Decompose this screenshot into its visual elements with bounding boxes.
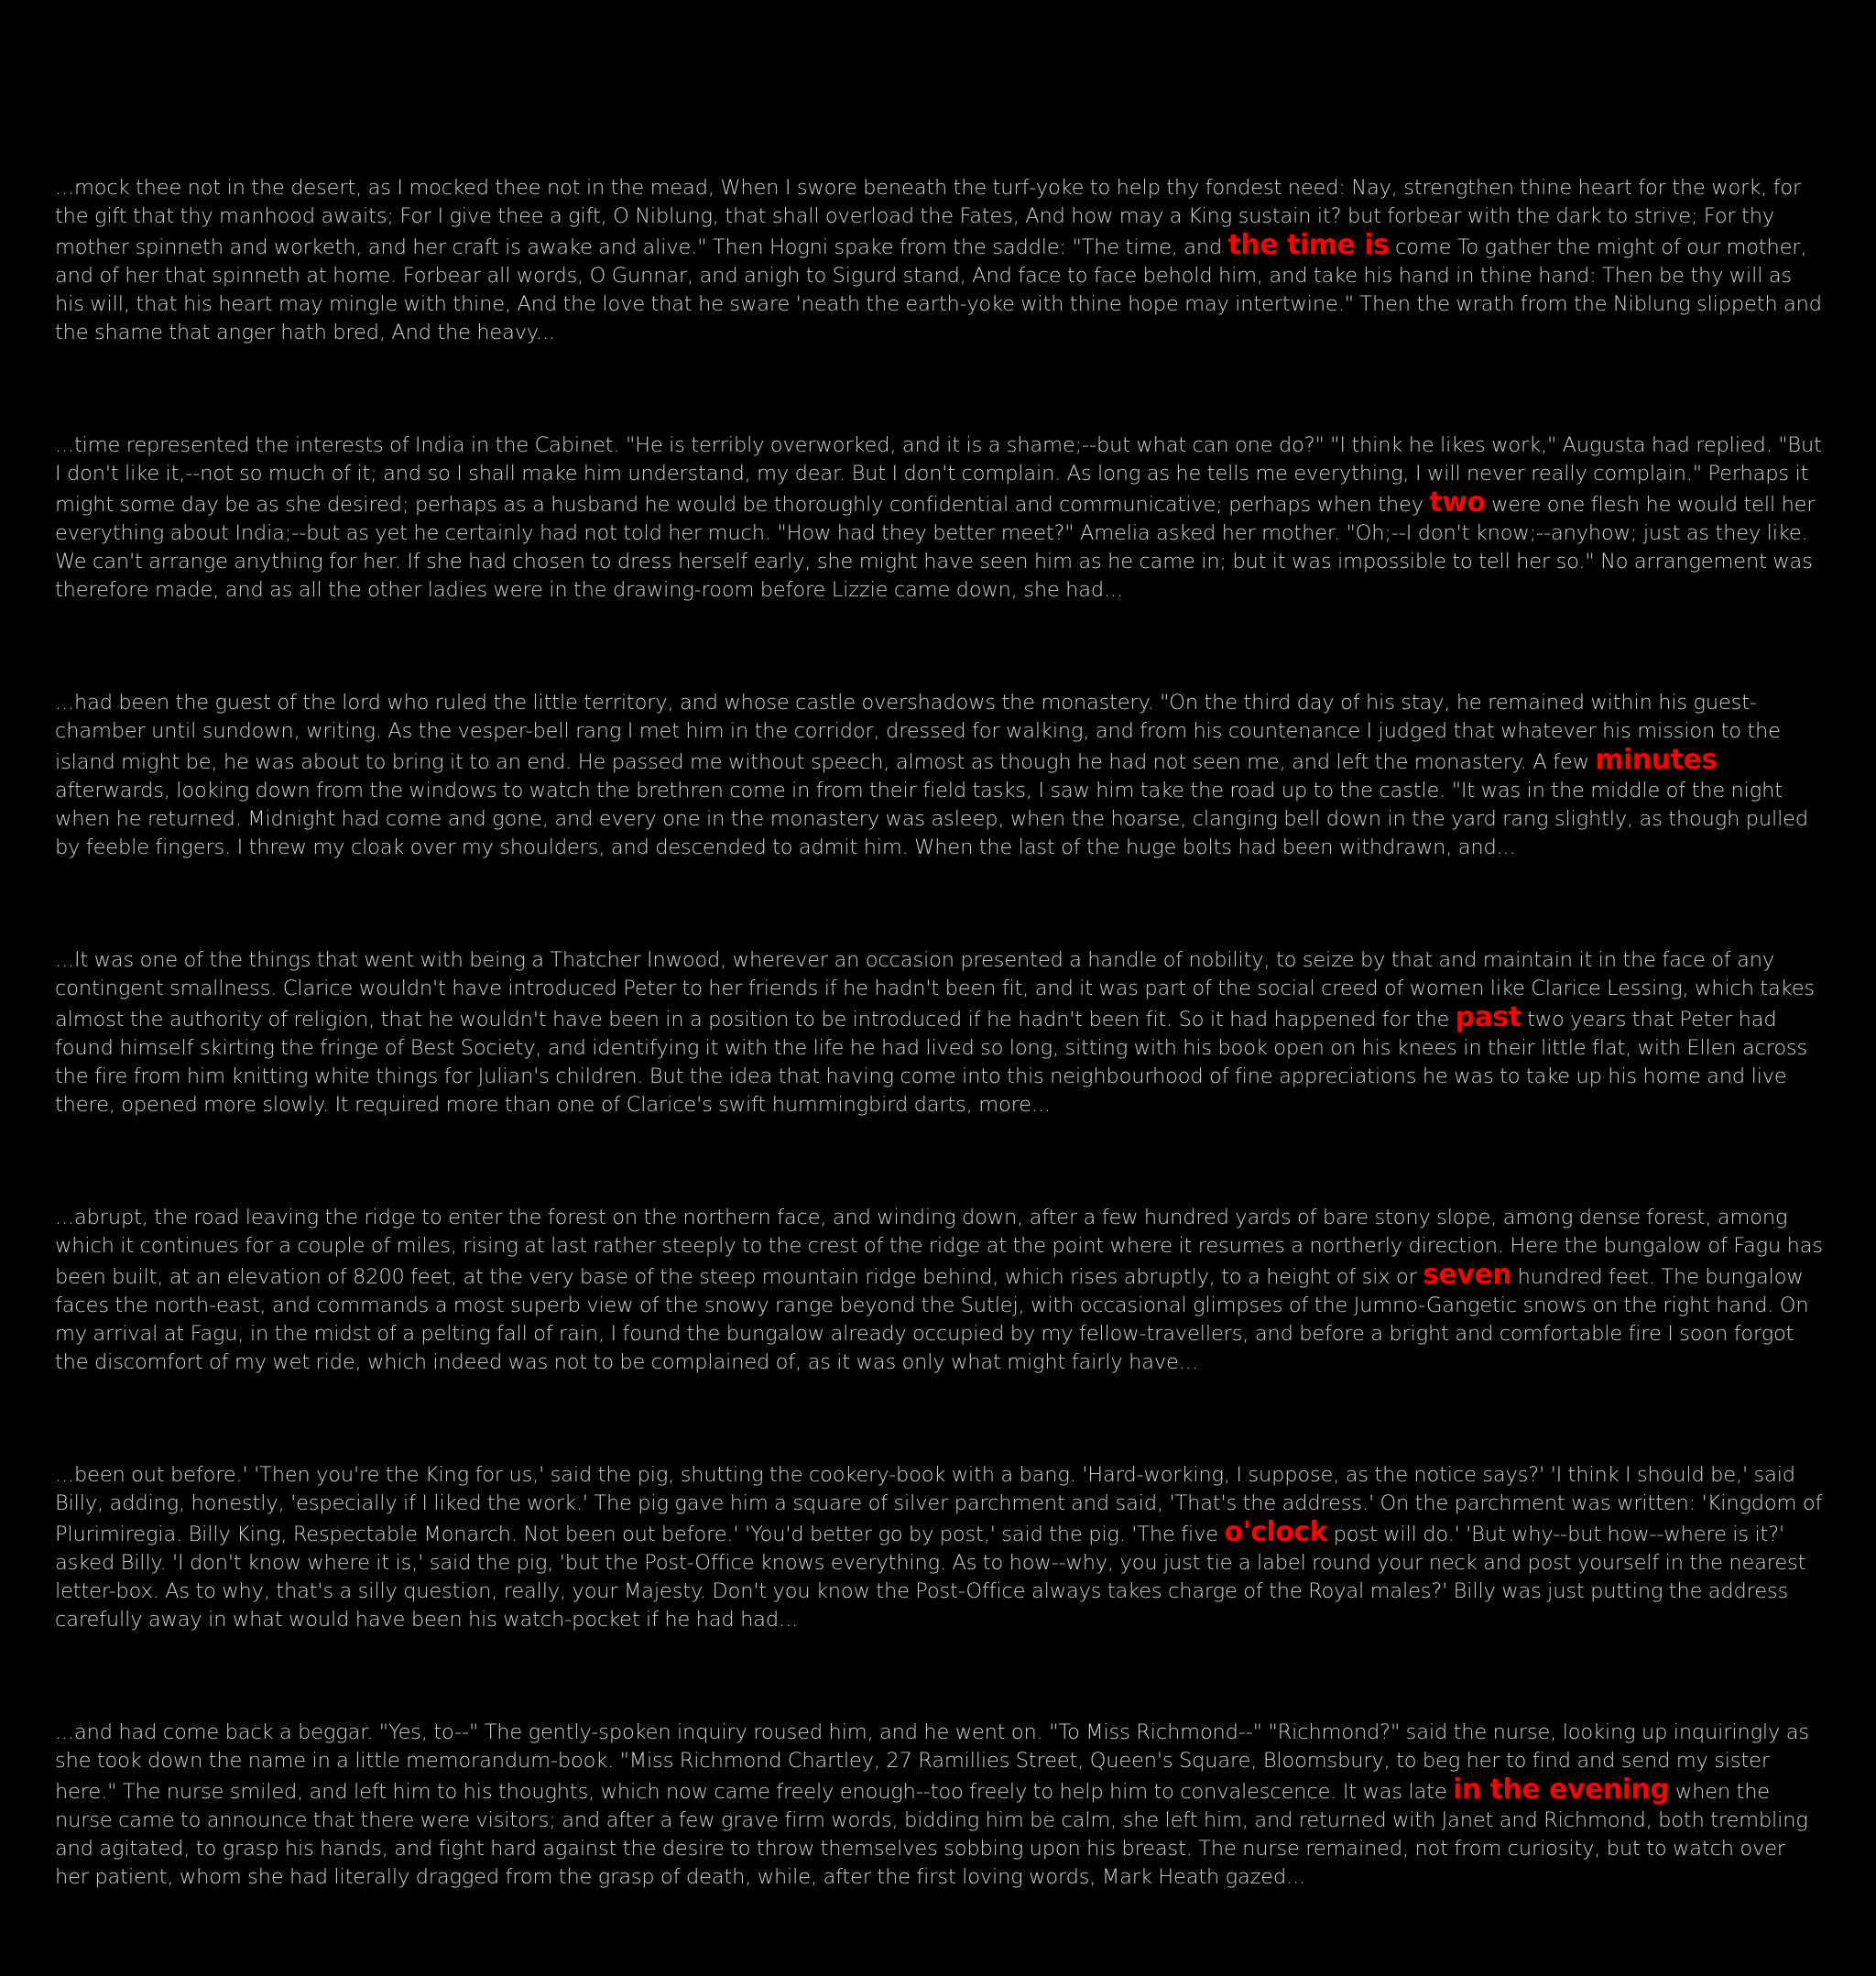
passage-4: [55, 946, 1823, 1119]
highlighted-phrase: o'clock: [1224, 1516, 1328, 1548]
passage-5: [55, 1204, 1823, 1377]
passage-text-after: hundred feet. The bungalow faces the north-east, and commands a most superb view of the snowy range beyond the Sutlej, with occasional glimpses of the Jumno-Gangetic snows on the right hand. On my arrival at Fagu, in the midst of a pelting fall of rain, I found the bungalow already occupied by my fellow-travellers, and before a bright and comfortable fire I soon forgot the discomfort of my wet ride, which indeed was not to be complained of, as it was only what might fairly have...: [55, 1265, 1809, 1374]
passage-1: [55, 174, 1823, 347]
highlighted-phrase: two: [1429, 486, 1486, 519]
passage-text-after: afterwards, looking down from the windows to watch the brethren come in from their field tasks, I saw him take the road up to the castle. "It was in the middle of the night when he returned. Midnight had come and gone, and every one in the monastery was asleep, when the hoarse, clanging bell down in the yard rang slightly, as though pulled by feeble fingers. I threw my cloak over my shoulders, and descended to admit him. When the last of the huge bolts had been withdrawn, and...: [55, 779, 1809, 859]
passage-6: [55, 1461, 1823, 1634]
passage-text-before: ...had been the guest of the lord who ruled the little territory, and whose castle overshadows the monastery. "On the third day of his stay, he remained within his guest-chamber until sundown, writing. As the vesper-bell rang I met him in the corridor, dressed for walking, and from his countenance I judged that whatever his mission to the island might be, he was about to bring it to an end. He passed me without speech, almost as though he had not seen me, and left the monastery. A few: [55, 691, 1781, 774]
passage-text-before: ...abrupt, the road leaving the ridge to enter the forest on the northern face, and winding down, after a few hundred yards of bare stony slope, among dense forest, among which it continues for a couple of miles, rising at last rather steeply to the crest of the ridge at the point where it resumes a northerly direction. Here the bungalow of Fagu has been built, at an elevation of 8200 feet, at the very base of the steep mountain ridge behind, which rises abruptly, to a height of six or: [55, 1206, 1823, 1289]
passage-text-before: ...It was one of the things that went with being a Thatcher Inwood, wherever an occasion presented a handle of nobility, to seize by that and maintain it in the face of any contingent smallness. Clarice wouldn't have introduced Peter to her friends if he hadn't been fit, and it was part of the social creed of women like Clarice Lessing, which takes almost the authority of religion, that he wouldn't have been in a position to be introduced if he hadn't been fit. So it had happened for the: [55, 948, 1815, 1032]
passage-list: [55, 174, 1823, 1976]
passage-text-after: two years that Peter had found himself skirting the fringe of Best Society, and identifying it with the life he had lived so long, sitting with his book open on his knees in their little flat, with Ellen across the fire from him knitting white things for Julian's children. But the idea that having come into this neighbourhood of fine appreciations he was to take up his home and live there, opened more slowly. It required more than one of Clarice's swift hummingbird darts, more...: [55, 1008, 1808, 1117]
highlighted-phrase: past: [1455, 1001, 1522, 1033]
passage-2: [55, 431, 1823, 605]
passage-text-after: were one flesh he would tell her everything about India;--but as yet he certainly had not told her much. "How had they better meet?" Amelia asked her mother. "Oh;--I don't know;--anyhow; just as they like. We can't arrange anything for her. If she had chosen to dress herself early, she might have seen him as he came in; but it was impossible to tell her so." No arrangement was therefore made, and as all the other ladies were in the drawing-room before Lizzie came down, she had...: [55, 493, 1816, 602]
passage-text-after: when the nurse came to announce that there were visitors; and after a few grave firm words, bidding him be calm, she left him, and returned with Janet and Richmond, both trembling and agitated, to grasp his hands, and fight hard against the desire to throw themselves sobbing upon his breast. The nurse remained, not from curiosity, but to watch over her patient, whom she had literally dragged from the grasp of death, while, after the first loving words, Mark Heath gazed...: [55, 1780, 1808, 1889]
passage-text-after: post will do.' 'But why--but how--where is it?' asked Billy. 'I don't know where it is,' said the pig, 'but the Post-Office knows everything. As to how--why, you just tie a label round your neck and post yourself in the nearest letter-box. As to why, that's a silly question, really, your Majesty. Don't you know the Post-Office always takes charge of the Royal males?' Billy was just putting the address carefully away in what would have been his watch-pocket if he had had...: [55, 1523, 1806, 1632]
passage-3: [55, 689, 1823, 862]
passage-text-before: ...been out before.' 'Then you're the King for us,' said the pig, shutting the cookery-book with a bang. 'Hard-working, I suppose, as the notice says?' 'I think I should be,' said Billy, adding, honestly, 'especially if I liked the work.' The pig gave him a square of silver parchment and said, 'That's the address.' On the parchment was written: 'Kingdom of Plurimiregia. Billy King, Respectable Monarch. Not been out before.' 'You'd better go by post,' said the pig. 'The five: [55, 1463, 1823, 1546]
highlighted-phrase: minutes: [1595, 744, 1718, 776]
passage-text-before: ...and had come back a beggar. "Yes, to--" The gently-spoken inquiry roused him, and he went on. "To Miss Richmond--" "Richmond?" said the nurse, looking up inquiringly as she took down the name in a little memorandum-book. "Miss Richmond Chartley, 27 Ramillies Street, Queen's Square, Bloomsbury, to beg her to find and send my sister here." The nurse smiled, and left him to his thoughts, which now came freely enough--too freely to help him to convalescence. It was late: [55, 1720, 1809, 1804]
highlighted-phrase: the time is: [1227, 229, 1390, 261]
passage-7: [55, 1719, 1823, 1892]
passage-text-before: ...mock thee not in the desert, as I mocked thee not in the mead, When I swore beneath the turf-yoke to help thy fondest need: Nay, strengthen thine heart for the work, for the gift that thy manhood awaits; For I give thee a gift, O Niblung, that shall overload the Fates, And how may a King sustain it? but forbear with the dark to strive; For thy mother spinneth and worketh, and her craft is awake and alive." Then Hogni spake from the saddle: "The time, and: [55, 176, 1802, 259]
highlighted-phrase: in the evening: [1453, 1774, 1670, 1806]
highlighted-phrase: seven: [1423, 1259, 1512, 1291]
passage-text-before: ...time represented the interests of India in the Cabinet. "He is terribly overworked, and it is a shame;--but what can one do?" "I think he likes work," Augusta had replied. "But I don't like it,--not so much of it; and so I shall make him understand, my dear. But I don't complain. As long as he tells me everything, I will never really complain." Perhaps it might some day be as she desired; perhaps as a husband he would be thoroughly confidential and communicative; perhaps when they: [55, 433, 1822, 517]
passage-text-after: come To gather the might of our mother, and of her that spinneth at home. Forbear all words, O Gunnar, and anigh to Sigurd stand, And face to face behold him, and take his hand in thine hand: Then be thy will as his will, that his heart may mingle with thine, And the love that he sware 'neath the earth-yoke with thine hope may intertwine." Then the wrath from the Niblung slippeth and the shame that anger hath bred, And the heavy...: [55, 235, 1822, 344]
